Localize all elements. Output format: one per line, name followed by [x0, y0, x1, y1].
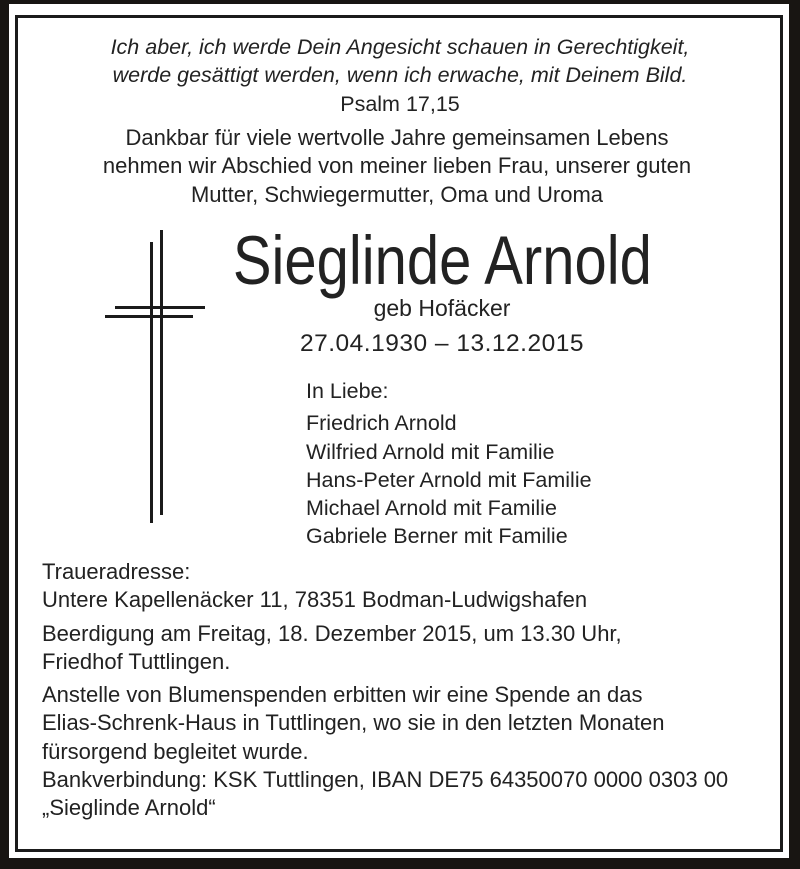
- funeral-info-line-2: Friedhof Tuttlingen.: [42, 649, 231, 675]
- deceased-name: Sieglinde Arnold: [232, 222, 652, 299]
- opening-text-line-2: nehmen wir Abschied von meiner lieben Frau, unserer guten: [102, 153, 692, 179]
- donation-bank-details: Bankverbindung: KSK Tuttlingen, IBAN DE75 64350070 0000 0303 00: [42, 766, 729, 792]
- psalm-quote: [0, 33, 800, 118]
- mourner-name: Friedrich Arnold: [306, 411, 457, 436]
- donation-info-line-2: Elias-Schrenk-Haus in Tuttlingen, wo sie in den letzten Monaten: [42, 710, 665, 736]
- donation-info-block: [42, 681, 787, 822]
- opening-text: [0, 124, 794, 209]
- mourning-address-value: Untere Kapellenäcker 11, 78351 Bodman-Ludwigshafen: [42, 587, 588, 613]
- opening-text-line-3: Mutter, Schwiegermutter, Oma und Uroma: [190, 181, 604, 207]
- donation-info-line-1: Anstelle von Blumenspenden erbitten wir eine Spende an das: [42, 682, 643, 707]
- opening-text-line-1: Dankbar für viele wertvolle Jahre gemeinsamen Lebens: [125, 125, 669, 150]
- mourners-block: [306, 377, 592, 551]
- funeral-info-block: [42, 620, 782, 677]
- mourner-name: Michael Arnold mit Familie: [306, 496, 557, 521]
- mourners-heading: In Liebe:: [306, 379, 389, 403]
- deceased-life-dates: 27.04.1930 – 13.12.2015: [300, 330, 584, 357]
- mourning-address-block: [42, 558, 782, 615]
- mourner-name: Hans-Peter Arnold mit Familie: [306, 467, 592, 492]
- donation-reference-name: „Sieglinde Arnold“: [42, 795, 216, 821]
- deceased-birth-name: geb Hofäcker: [373, 295, 511, 321]
- deceased-block: [84, 222, 800, 358]
- mourning-address-label: Traueradresse:: [42, 559, 191, 584]
- mourner-name: Gabriele Berner mit Familie: [306, 524, 568, 549]
- funeral-info-line-1: Beerdigung am Freitag, 18. Dezember 2015, um 13.30 Uhr,: [42, 621, 622, 646]
- psalm-quote-line-1: Ich aber, ich werde Dein Angesicht schauen in Gerechtigkeit,: [110, 35, 690, 59]
- deceased-name-row: [84, 222, 800, 299]
- mourner-name: Wilfried Arnold mit Familie: [306, 439, 555, 464]
- psalm-reference: Psalm 17,15: [340, 91, 460, 116]
- psalm-quote-line-2: werde gesättigt werden, wenn ich erwache, mit Deinem Bild.: [112, 63, 688, 88]
- donation-info-line-3: fürsorgend begleitet wurde.: [42, 738, 309, 764]
